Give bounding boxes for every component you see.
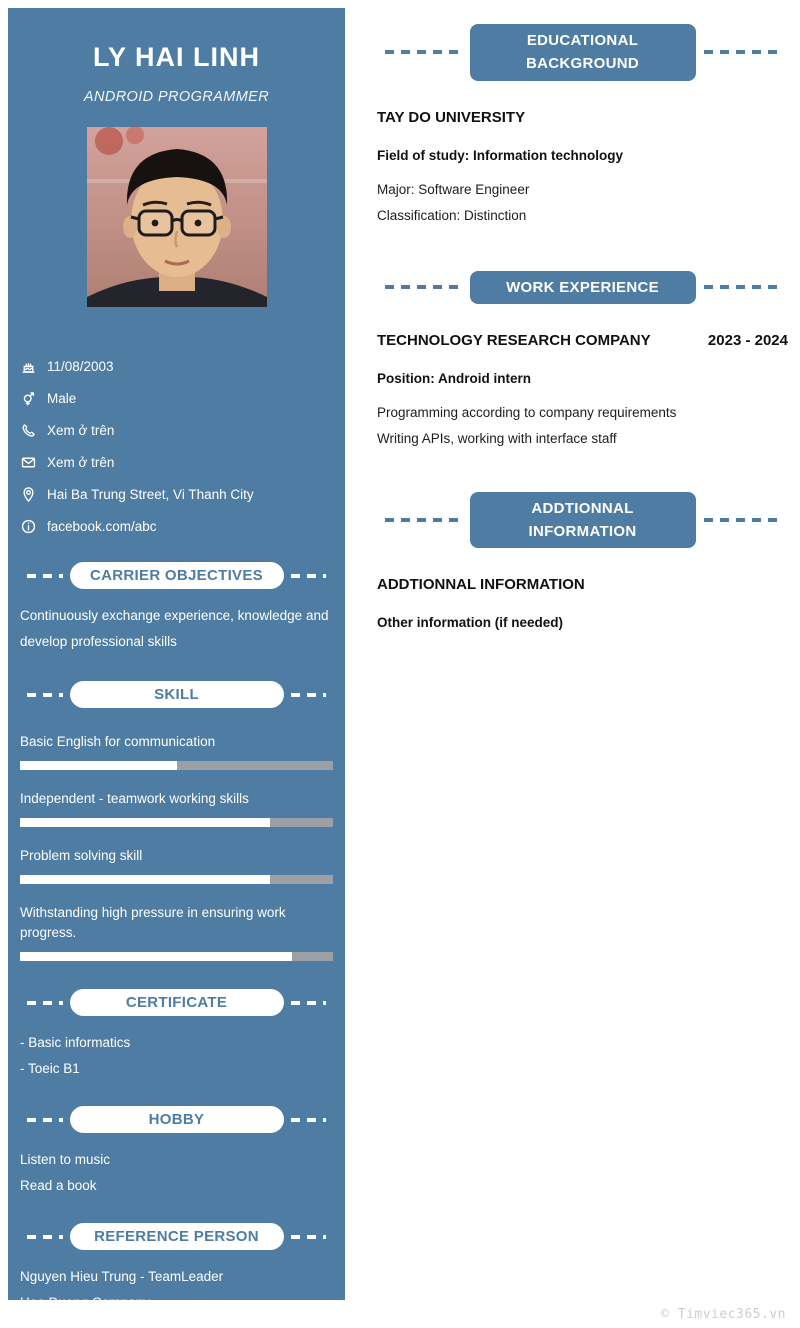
skill-label: Problem solving skill xyxy=(20,848,143,863)
skill-label: Independent - teamwork working skills xyxy=(20,791,249,806)
contact-facebook xyxy=(20,517,333,536)
email-icon xyxy=(20,454,37,471)
education-major: Major: Software Engineer xyxy=(377,181,530,197)
hobby-list xyxy=(8,1147,345,1199)
dash-line xyxy=(291,1118,327,1122)
profile-photo xyxy=(87,127,267,307)
section-heading-hobby xyxy=(8,1106,345,1133)
skill-progress-fill xyxy=(20,952,292,961)
profile-photo-illustration xyxy=(87,127,267,307)
dash-line xyxy=(385,285,462,289)
education-heading-pill xyxy=(470,24,696,81)
phone-icon xyxy=(20,422,37,439)
contact-gender xyxy=(20,389,333,408)
contact-list xyxy=(8,357,345,536)
dash-line xyxy=(27,1118,63,1122)
contact-address-text: Hai Ba Trung Street, Vi Thanh City xyxy=(47,487,254,502)
certificate-heading-pill: CERTIFICATE xyxy=(70,989,284,1016)
contact-phone-text: Xem ở trên xyxy=(47,423,115,438)
contact-gender-text: Male xyxy=(47,391,77,406)
contact-facebook-text: facebook.com/abc xyxy=(47,519,157,534)
dash-line xyxy=(27,1235,63,1239)
skill-label: Withstanding high pressure in ensuring work progress. xyxy=(20,905,286,940)
dash-line xyxy=(291,574,327,578)
certificate-item: - Basic informatics xyxy=(20,1035,131,1050)
work-period: 2023 - 2024 xyxy=(707,331,788,349)
section-heading-additional xyxy=(377,492,788,549)
skill-heading-pill: SKILL xyxy=(70,681,284,708)
dash-line xyxy=(291,1001,327,1005)
sidebar xyxy=(8,8,345,1310)
dash-line xyxy=(291,1235,327,1239)
skill-progress-fill xyxy=(20,761,177,770)
dash-line xyxy=(704,285,781,289)
section-heading-reference xyxy=(8,1223,345,1250)
contact-birthday-text: 11/08/2003 xyxy=(47,359,114,374)
contact-birthday xyxy=(20,357,333,376)
additional-note: Other information (if needed) xyxy=(377,615,564,631)
work-position: Position: Android intern xyxy=(377,370,531,386)
reference-heading-pill: REFERENCE PERSON xyxy=(70,1223,284,1250)
skill-progress-fill xyxy=(20,818,270,827)
dash-line xyxy=(27,693,63,697)
dash-line xyxy=(704,518,781,522)
education-details xyxy=(377,177,788,229)
company-row xyxy=(377,332,788,349)
work-detail-item: Programming according to company requirements xyxy=(377,404,677,420)
skill-item xyxy=(8,846,345,884)
certificate-item: - Toeic B1 xyxy=(20,1061,80,1076)
section-heading-experience xyxy=(377,271,788,304)
reference-list xyxy=(8,1264,345,1316)
location-icon xyxy=(20,486,37,503)
main-content xyxy=(345,0,800,1328)
company-name: TECHNOLOGY RESEARCH COMPANY xyxy=(377,331,651,349)
education-heading-line1: EDUCATIONAL xyxy=(526,32,639,49)
additional-title: ADDTIONNAL INFORMATION xyxy=(377,576,585,594)
skill-progress-track xyxy=(20,761,333,770)
skill-item xyxy=(8,789,345,827)
dash-line xyxy=(385,50,462,54)
objectives-heading-pill: CARRIER OBJECTIVES xyxy=(70,562,284,589)
education-heading-line2: BACKGROUND xyxy=(526,55,639,73)
work-detail-item: Writing APIs, working with interface staff xyxy=(377,430,617,446)
info-icon xyxy=(20,518,37,535)
contact-address xyxy=(20,485,333,504)
contact-email xyxy=(20,453,333,472)
skill-progress-track xyxy=(20,875,333,884)
certificate-list xyxy=(8,1030,345,1082)
reference-item: Hoa Duong Company xyxy=(20,1295,150,1310)
section-heading-certificate xyxy=(8,989,345,1016)
experience-heading-pill: WORK EXPERIENCE xyxy=(470,271,696,304)
gender-icon xyxy=(20,390,37,407)
dash-line xyxy=(704,50,781,54)
education-classification: Classification: Distinction xyxy=(377,207,527,223)
section-heading-skill xyxy=(8,681,345,708)
skill-progress-track xyxy=(20,952,333,961)
candidate-name: LY HAI LINH xyxy=(92,42,261,72)
work-details xyxy=(377,400,788,452)
hobby-item: Read a book xyxy=(20,1178,97,1193)
additional-heading-line2: INFORMATION xyxy=(528,523,637,540)
contact-email-text: Xem ở trên xyxy=(47,455,115,470)
skill-item xyxy=(8,732,345,770)
school-name: TAY DO UNIVERSITY xyxy=(377,108,526,126)
skill-item xyxy=(8,903,345,961)
field-of-study: Field of study: Information technology xyxy=(377,147,623,163)
contact-phone xyxy=(20,421,333,440)
additional-heading-line1: ADDTIONNAL xyxy=(531,499,634,517)
reference-item: Nguyen Hieu Trung - TeamLeader xyxy=(20,1269,224,1284)
dash-line xyxy=(27,574,63,578)
skill-progress-fill xyxy=(20,875,270,884)
birthday-icon xyxy=(20,358,37,375)
dash-line xyxy=(27,1001,63,1005)
hobby-heading-pill: HOBBY xyxy=(70,1106,284,1133)
additional-heading-pill xyxy=(470,492,696,549)
credit-watermark: © Timviec365.vn xyxy=(661,1307,786,1322)
section-heading-education xyxy=(377,24,788,81)
skill-progress-track xyxy=(20,818,333,827)
hobby-item: Listen to music xyxy=(20,1152,111,1167)
section-heading-objectives xyxy=(8,562,345,589)
skill-label: Basic English for communication xyxy=(20,734,216,749)
objectives-text: Continuously exchange experience, knowledge and develop professional skills xyxy=(20,608,329,649)
candidate-job-title: ANDROID PROGRAMMER xyxy=(83,89,270,105)
dash-line xyxy=(291,693,327,697)
dash-line xyxy=(385,518,462,522)
